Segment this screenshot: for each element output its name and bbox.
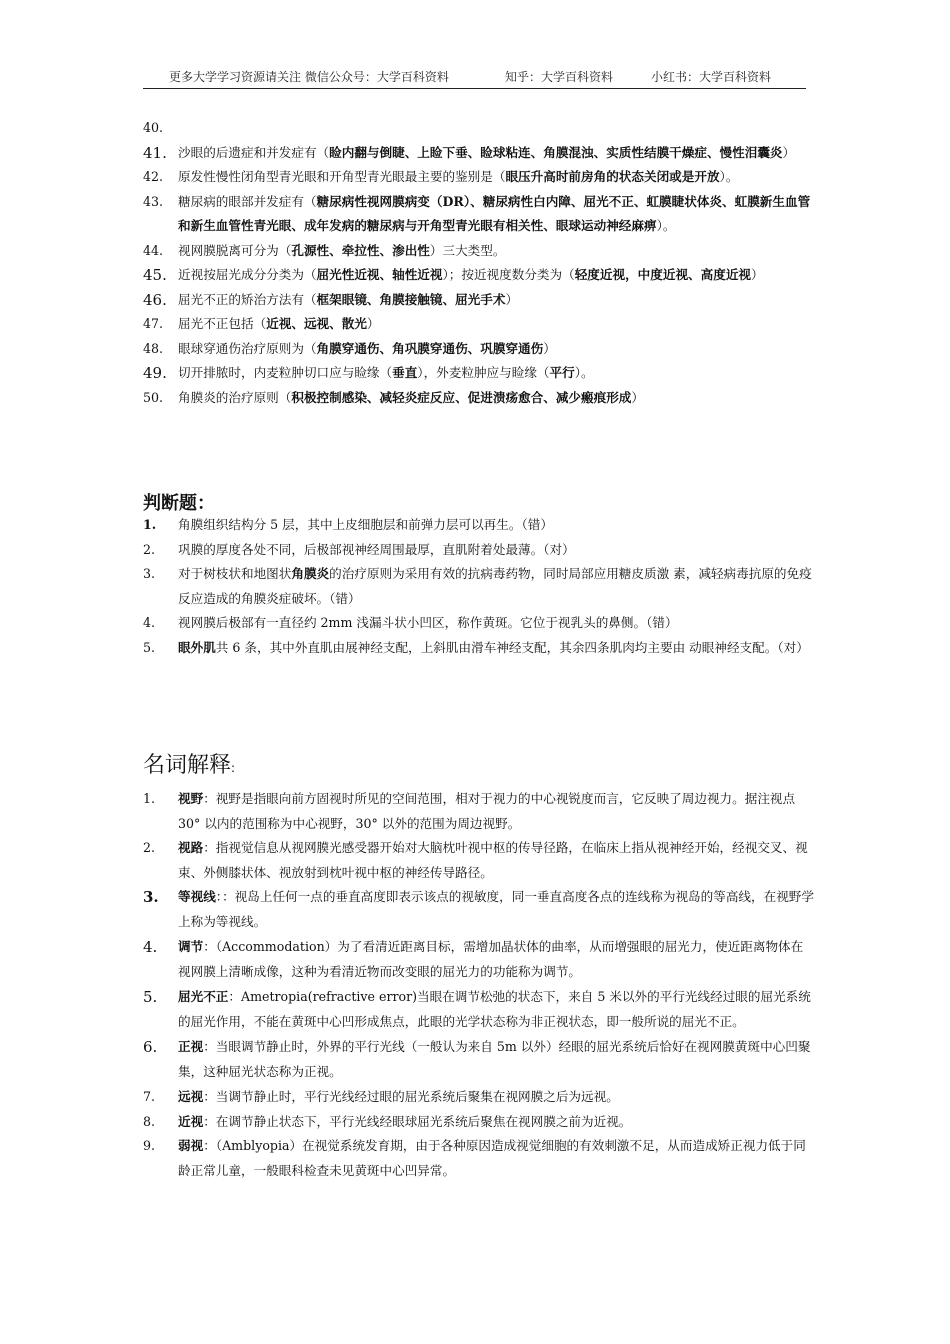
section-heading-terms — [143, 748, 235, 779]
fill-question-text — [178, 239, 815, 264]
judge-question-segment: 共 6 条，其中外直肌由展神经支配，上斜肌由滑车神经支配，其余四条肌肉均主要由 动眼神经支配。（对） — [215, 639, 809, 655]
fill-question-item — [143, 239, 815, 264]
fill-question-answer: 眼压升高时前房角的状态关闭或是开放 — [505, 169, 720, 184]
term-definition-segment: ：当调节静止时，平行光线经过眼的屈光系统后聚集在视网膜之后为远视。 — [203, 1089, 619, 1104]
fill-question-item — [143, 361, 815, 386]
header-wechat-text: 更多大学学习资源请关注 微信公众号：大学百科资料 — [169, 70, 449, 84]
fill-question-segment: 屈光不正包括（ — [178, 316, 267, 331]
fill-question-text — [178, 386, 815, 411]
fill-question-segment: 角膜炎的治疗原则（ — [178, 389, 292, 405]
term-definition-item — [143, 787, 815, 836]
term-definition-item — [143, 1110, 815, 1135]
term-definition-number: 2. — [143, 840, 156, 855]
fill-question-segment: ） — [543, 340, 556, 356]
fill-question-segment: 眼球穿通伤治疗原则为（ — [178, 340, 317, 356]
term-definition-number: 1. — [143, 791, 156, 806]
fill-question-segment: 沙眼的后遗症和并发症有（ — [178, 144, 330, 160]
term-definition-text — [178, 1085, 815, 1110]
fill-question-number: 45. — [143, 266, 167, 284]
fill-question-answer: 角膜穿通伤、角巩膜穿通伤、巩膜穿通伤 — [316, 340, 544, 356]
judge-question-item — [143, 562, 815, 611]
judge-question-segment: 角膜组织结构分 5 层，其中上皮细胞层和前弹力层可以再生。（错） — [178, 517, 553, 532]
term-definition-number: 3. — [143, 888, 159, 906]
term-definition-answer: 近视 — [178, 1113, 204, 1129]
fill-question-number: 44. — [143, 242, 164, 258]
term-definition-number: 9. — [143, 1138, 156, 1153]
judge-question-answer: 眼外肌 — [178, 639, 216, 655]
fill-question-item — [143, 337, 815, 362]
header-zhihu-text: 知乎：大学百科资料 — [505, 70, 614, 84]
term-definition-segment: ：Ametropia(refractive error)当眼在调节松弛的状态下，来自 5 米以外的平行光线经过眼的屈光系统的屈光作用，不能在黄斑中心凹形成焦点，此眼的光学状态称为非正视状态，即一般所说的屈光不正。 — [178, 989, 811, 1029]
fill-question-item — [143, 312, 815, 337]
judge-question-number: 1. — [143, 517, 157, 532]
term-definition-answer: 调节 — [178, 939, 204, 954]
term-definition-number: 7. — [143, 1089, 156, 1104]
fill-question-answer: 糖尿病性视网膜病变（DR）、糖尿病性白内障、屈光不正、虹膜睫状体炎、虹膜新生血管和新生血管性青光眼、成年发病的糖尿病与开角型青光眼有相关性、眼球运动神经麻痹 — [178, 193, 811, 233]
term-definition-segment: ：（Amblyopia）在视觉系统发育期，由于各种原因造成视觉细胞的有效刺激不足，从而造成矫正视力低于同龄正常儿童，一般眼科检查未见黄斑中心凹异常。 — [178, 1138, 806, 1178]
fill-question-text — [178, 288, 815, 313]
term-definition-segment: ：在调节静止状态下，平行光线经眼球屈光系统后聚焦在视网膜之前为近视。 — [203, 1113, 632, 1129]
fill-question-segment: 视网膜脱离可分为（ — [178, 242, 292, 258]
fill-question-segment: ）。 — [574, 365, 594, 380]
judge-question-segment: 对于树枝状和地图状 — [178, 566, 292, 581]
fill-question-answer: 积极控制感染、减轻炎症反应、促进溃疡愈合、减少瘢痕形成 — [291, 389, 632, 405]
term-definition-answer: 正视 — [178, 1039, 204, 1054]
term-definition-item — [143, 1085, 815, 1110]
fill-question-text — [178, 190, 815, 239]
judge-question-number: 3. — [143, 566, 156, 581]
judge-question-number: 5. — [143, 639, 156, 655]
judge-question-item — [143, 538, 815, 563]
judge-question-answer: 角膜炎 — [291, 566, 330, 581]
fill-question-answer: 轻度近视，中度近视、高度近视 — [574, 267, 752, 282]
term-definition-item — [143, 885, 815, 934]
judge-question-text — [178, 562, 815, 611]
judge-question-item — [143, 513, 815, 538]
term-definition-number: 5. — [143, 988, 158, 1006]
term-definition-answer: 屈光不正 — [178, 989, 229, 1004]
fill-question-answer: 屈光性近视、轴性近视 — [316, 267, 443, 282]
fill-question-segment: ） — [751, 267, 764, 282]
fill-question-item — [143, 165, 815, 190]
term-definition-text — [178, 985, 815, 1034]
fill-question-item — [143, 288, 815, 313]
judge-question-number: 4. — [143, 615, 156, 630]
judge-question-item — [143, 611, 815, 636]
term-definition-segment: ：视野是指眼向前方固视时所见的空间范围，相对于视力的中心视锐度而言，它反映了周边视力。据注视点 30° 以内的范围称为中心视野，30° 以外的范围为周边视野。 — [178, 791, 796, 831]
term-definition-segment: ：：视岛上任何一点的垂直高度即表示该点的视敏度，同一垂直高度各点的连线称为视岛的等高线，在视野学上称为等视线。 — [178, 889, 814, 929]
judge-question-segment: 巩膜的厚度各处不同，后极部视神经周围最厚，直肌附着处最薄。（对） — [178, 541, 575, 557]
fill-question-number: 42. — [143, 169, 164, 184]
term-definition-text — [178, 885, 815, 934]
term-definition-item — [143, 1134, 815, 1183]
fill-question-item — [143, 116, 815, 141]
judge-question-segment: 的治疗原则为采用有效的抗病毒药物，同时局部应用糖皮质激 素，减轻病毒抗原的免疫反应造成的角膜炎症破坏。（错） — [178, 566, 812, 606]
fill-question-number: 46. — [143, 290, 167, 309]
fill-question-answer: 平行 — [549, 365, 575, 380]
fill-question-segment: ），外麦粒肿应与睑缘（ — [417, 365, 550, 380]
fill-question-segment: ） — [505, 291, 519, 307]
judge-question-segment: 视网膜后极部有一直径约 2mm 浅漏斗状小凹区，称作黄斑。它位于视乳头的鼻侧。（错） — [178, 615, 678, 630]
fill-question-number: 40. — [143, 120, 164, 135]
fill-question-text — [178, 263, 815, 288]
page-header — [143, 66, 806, 89]
fill-question-text — [178, 361, 815, 386]
term-definition-item — [143, 985, 815, 1034]
term-definition-number: 4. — [143, 938, 158, 956]
fill-question-number: 48. — [143, 340, 164, 356]
fill-question-segment: ） — [631, 389, 644, 405]
term-definition-segment: ：指视觉信息从视网膜光感受器开始对大脑枕叶视中枢的传导径路，在临床上指从视神经开始，经视交叉、视束、外侧膝状体、视放射到枕叶视中枢的神经传导路径。 — [178, 840, 808, 880]
term-definition-segment: ：（Accommodation）为了看清近距离目标，需增加晶状体的曲率，从而增强眼的屈光力，使近距离物体在视网膜上清晰成像，这种为看清近物而改变眼的屈光力的功能称为调节。 — [178, 939, 804, 979]
fill-question-segment: ）；按近视度数分类为（ — [442, 267, 575, 282]
fill-question-segment: ） — [782, 144, 796, 160]
fill-question-segment: 近视按屈光成分分类为（ — [178, 267, 317, 282]
terms-heading-colon: : — [231, 761, 236, 775]
fill-question-segment: ）。 — [656, 218, 676, 233]
judge-question-text — [178, 611, 815, 636]
judge-question-number: 2. — [143, 541, 156, 557]
fill-question-number: 50. — [143, 389, 164, 405]
term-definition-text — [178, 1110, 815, 1135]
fill-question-text — [178, 116, 815, 141]
term-definition-segment: ：当眼调节静止时，外界的平行光线（一般认为来自 5m 以外）经眼的屈光系统后恰好在视网膜黄斑中心凹聚集，这种屈光状态称为正视。 — [178, 1039, 811, 1079]
fill-question-answer: 睑内翻与倒睫、上睑下垂、睑球粘连、角膜混浊、实质性结膜干燥症、慢性泪囊炎 — [329, 144, 783, 160]
term-definition-text — [178, 836, 815, 885]
judge-question-text — [178, 513, 815, 538]
fill-question-text — [178, 141, 815, 166]
term-definition-number: 8. — [143, 1113, 156, 1129]
fill-question-answer: 垂直 — [392, 365, 418, 380]
term-definition-text — [178, 787, 815, 836]
term-definition-answer: 弱视 — [178, 1138, 204, 1153]
term-definition-item — [143, 935, 815, 984]
fill-question-item — [143, 263, 815, 288]
fill-question-segment: ） — [366, 316, 380, 331]
fill-question-segment: ）。 — [719, 169, 739, 184]
term-definition-item — [143, 836, 815, 885]
fill-question-answer: 孔源性、牵拉性、渗出性 — [291, 242, 430, 258]
fill-question-number: 47. — [143, 316, 164, 331]
term-definition-text — [178, 935, 815, 984]
section-heading-judgement: 判断题： — [143, 493, 215, 514]
fill-question-segment: ）三大类型。 — [429, 242, 506, 258]
fill-question-number: 43. — [143, 193, 164, 209]
term-definition-answer: 视野 — [178, 791, 204, 806]
judge-question-item — [143, 636, 815, 661]
term-definition-item — [143, 1035, 815, 1084]
terms-heading-text: 名词解释 — [143, 753, 232, 778]
judge-question-text — [178, 538, 815, 563]
fill-question-segment: 屈光不正的矫治方法有（ — [178, 291, 317, 307]
term-definition-text — [178, 1035, 815, 1084]
term-definition-answer: 等视线 — [178, 889, 216, 904]
fill-question-number: 41. — [143, 143, 167, 162]
fill-in-blank-list — [143, 116, 815, 410]
term-definition-answer: 远视 — [178, 1089, 204, 1104]
fill-question-item — [143, 141, 815, 166]
true-false-list — [143, 513, 815, 660]
fill-question-answer: 近视、远视、散光 — [266, 316, 367, 331]
fill-question-text — [178, 165, 815, 190]
header-xiaohongshu-text: 小红书：大学百科资料 — [651, 70, 772, 84]
judge-question-text — [178, 636, 815, 661]
fill-question-item — [143, 386, 815, 411]
term-definition-text — [178, 1134, 815, 1183]
fill-question-text — [178, 337, 815, 362]
fill-question-text — [178, 312, 815, 337]
fill-question-segment: 糖尿病的眼部并发症有（ — [178, 193, 317, 209]
fill-question-segment: 原发性慢性闭角型青光眼和开角型青光眼最主要的鉴别是（ — [178, 169, 506, 184]
fill-question-number: 49. — [143, 364, 167, 382]
term-definition-answer: 视路 — [178, 840, 204, 855]
term-definition-number: 6. — [143, 1038, 158, 1056]
fill-question-item — [143, 190, 815, 239]
fill-question-answer: 框架眼镜、角膜接触镜、屈光手术 — [316, 291, 506, 307]
fill-question-segment: 切开排脓时，内麦粒肿切口应与睑缘（ — [178, 365, 393, 380]
term-definition-list — [143, 787, 815, 1183]
